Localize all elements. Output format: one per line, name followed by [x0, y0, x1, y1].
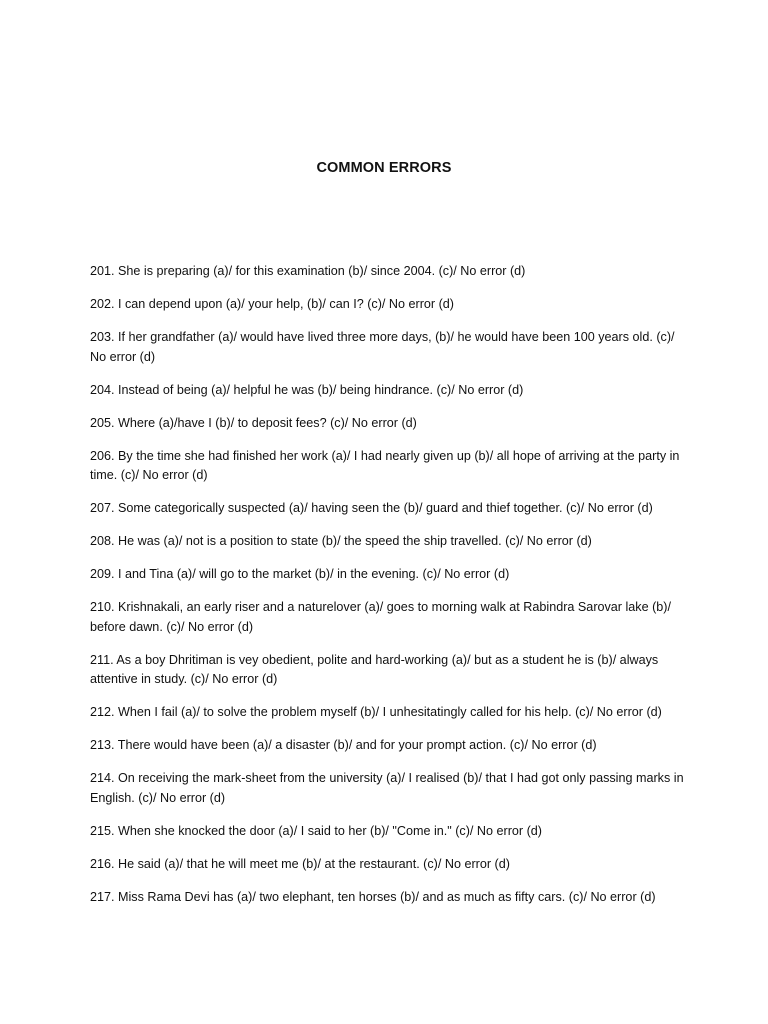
question-204: 204. Instead of being (a)/ helpful he was (b)/ being hindrance. (c)/ No error (d) [90, 382, 524, 397]
question-202: 202. I can depend upon (a)/ your help, (b)/ can I? (c)/ No error (d) [90, 297, 455, 311]
question-208: 208. He was (a)/ not is a position to state (b)/ the speed the ship travelled. (c)/ No error (d) [90, 534, 592, 548]
question-213: 213. There would have been (a)/ a disaster (b)/ and for your prompt action. (c)/ No error (d) [90, 738, 597, 752]
question-201: 201. She is preparing (a)/ for this examination (b)/ since 2004. (c)/ No error (d) [90, 264, 526, 278]
question-203: 203. If her grandfather (a)/ would have lived three more days, (b)/ he would have been 100 years old. (c)/ No error (d) [90, 330, 675, 364]
page-title: COMMON ERRORS [316, 160, 452, 176]
question-210: 210. Krishnakali, an early riser and a naturelover (a)/ goes to morning walk at Rabindra Sarovar lake (b)/ before dawn. (c)/ No error (d) [90, 600, 671, 634]
question-215: 215. When she knocked the door (a)/ I said to her (b)/ "Come in." (c)/ No error (d) [90, 823, 543, 838]
question-209: 209. I and Tina (a)/ will go to the market (b)/ in the evening. (c)/ No error (d) [90, 567, 510, 581]
question-216: 216. He said (a)/ that he will meet me (b)/ at the restaurant. (c)/ No error (d) [90, 856, 510, 871]
question-207: 207. Some categorically suspected (a)/ having seen the (b)/ guard and thief together. (c)/ No error (d) [90, 501, 653, 515]
question-206: 206. By the time she had finished her work (a)/ I had nearly given up (b)/ all hope of arriving at the party in time. (c)/ No error (d) [90, 448, 680, 482]
question-214: 214. On receiving the mark-sheet from the university (a)/ I realised (b)/ that I had got only passing marks in English. (c)/ No error (d) [90, 771, 684, 805]
question-211: 211. As a boy Dhritiman is vey obedient, polite and hard-working (a)/ but as a student he is (b)/ always attentive in study. (c)/ No error (d) [90, 652, 659, 686]
question-205: 205. Where (a)/have I (b)/ to deposit fees? (c)/ No error (d) [90, 415, 417, 430]
question-212: 212. When I fail (a)/ to solve the problem myself (b)/ I unhesitatingly called for his help. (c)/ No error (d) [90, 705, 662, 719]
question-list [90, 262, 690, 921]
question-217: 217. Miss Rama Devi has (a)/ two elephant, ten horses (b)/ and as much as fifty cars. (c)/ No error (d) [90, 889, 656, 904]
